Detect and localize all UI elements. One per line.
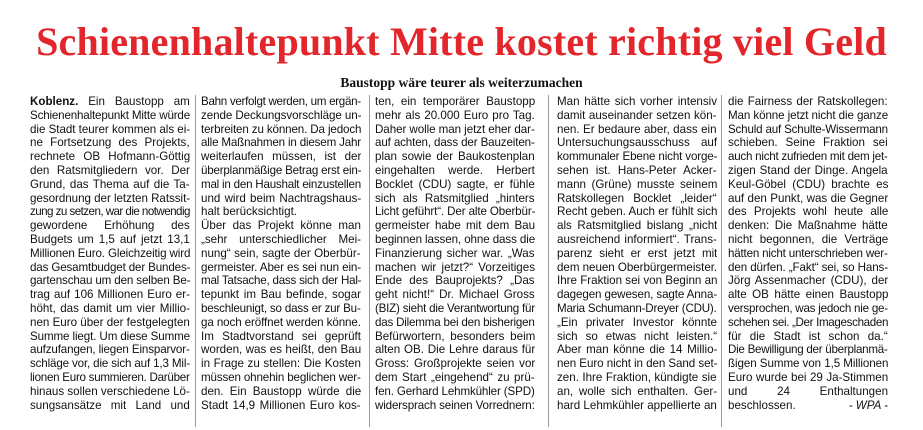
text-column-5 xyxy=(728,95,888,427)
text-line-content: das Gesamtbudget der Bundes- xyxy=(30,260,190,274)
text-line xyxy=(201,109,361,123)
text-line xyxy=(30,95,190,109)
text-line xyxy=(201,192,361,206)
text-line-content: Die Bewilligung der überplanmä- xyxy=(728,343,888,357)
text-line-content: Maria Schumann-Dreyer (CDU). xyxy=(557,301,717,315)
text-line-content: höht, das damit um vier Millio- xyxy=(30,301,190,315)
text-line-content: nen. Er bedaure aber, dass ein xyxy=(557,122,717,136)
text-line-content: Man könne jetzt nicht die ganze xyxy=(728,108,888,122)
text-line-content: Befürwortern, besonders beim xyxy=(375,329,535,343)
text-line-content: kommunaler Ebene nicht vorge- xyxy=(557,150,717,164)
text-line xyxy=(728,261,888,275)
text-line-content: gesordnung der letzten Ratssit- xyxy=(30,191,190,205)
text-line xyxy=(375,123,535,137)
text-line xyxy=(30,136,190,150)
text-line xyxy=(728,247,888,261)
text-line-content: Man hätte sich vorher intensiv xyxy=(557,95,717,108)
text-line xyxy=(557,164,717,178)
text-line xyxy=(557,233,717,247)
text-line-content: rechnete OB Hofmann-Göttig xyxy=(30,150,190,164)
text-line xyxy=(728,343,888,357)
text-line-content: auf achten, dass der Bauzeiten- xyxy=(375,136,535,150)
text-line-content: Bahn verfolgt werden, um ergän- xyxy=(201,95,361,108)
column-divider xyxy=(548,95,549,427)
text-line-content: alle Maßnahmen in diesem Jahr xyxy=(201,136,361,150)
text-line-content: den Ratsmitgliedern vor. Der xyxy=(30,163,190,177)
text-line xyxy=(375,233,535,247)
text-line-content: für die Stadt ist schon da.“ xyxy=(728,329,888,343)
text-line xyxy=(201,288,361,302)
text-line xyxy=(375,357,535,371)
text-line xyxy=(201,164,361,178)
text-line xyxy=(557,95,717,109)
text-line-content: trag auf 106 Millionen Euro er- xyxy=(30,288,190,302)
text-line-content: Untersuchungsausschuss auf xyxy=(557,136,717,150)
text-line xyxy=(201,385,361,399)
text-line-content: Daher wolle man jetzt eher dar- xyxy=(375,122,535,136)
text-line xyxy=(30,371,190,385)
text-line-content: Stadt 14,9 Millionen Euro kos- xyxy=(201,398,361,412)
text-line-content: beschleunigt, so dass er zur Bu- xyxy=(201,301,361,315)
text-line-content: die Fairness der Ratskollegen: xyxy=(728,95,888,108)
text-line xyxy=(30,109,190,123)
text-line xyxy=(30,399,190,413)
text-line-content: mann (Grüne) musste seinem xyxy=(557,177,717,191)
subheadline: Baustopp wäre teurer als weiterzumachen xyxy=(340,75,583,90)
text-line xyxy=(30,385,190,399)
text-line-content: ne Fortsetzung des Projekts, xyxy=(30,136,190,150)
text-line-content: Ein Baustopp am xyxy=(78,95,190,108)
text-line xyxy=(557,247,717,261)
text-line-content: damit auseinander setzen kön- xyxy=(557,108,717,122)
text-line xyxy=(201,123,361,137)
text-line xyxy=(557,205,717,219)
text-line xyxy=(728,233,888,247)
text-line-content: eingehalten werde. Herbert xyxy=(375,163,535,177)
text-line xyxy=(30,357,190,371)
text-line xyxy=(728,288,888,302)
text-line xyxy=(557,274,717,288)
text-line-content: Ende des Bauprojekts? „Das xyxy=(375,274,535,288)
text-column-2 xyxy=(201,95,361,427)
text-line xyxy=(201,150,361,164)
text-line-content: terbreiten zu können. Da jedoch xyxy=(201,122,361,136)
column-divider xyxy=(195,95,196,427)
text-line xyxy=(557,357,717,371)
text-line xyxy=(728,136,888,150)
text-line-content: Schienenhaltepunkt Mitte würde xyxy=(30,108,190,122)
text-line-content: Jörg Assenmacher (CDU), der xyxy=(728,274,888,288)
text-line-content: Keul-Göbel (CDU) brachte es xyxy=(728,177,888,191)
text-line xyxy=(375,247,535,261)
text-line xyxy=(201,95,361,109)
text-line-content: zung zu setzen, war die notwendig xyxy=(30,205,190,219)
text-line-content: worden, was es heißt, den Bau xyxy=(201,343,361,357)
text-line xyxy=(557,316,717,330)
text-line xyxy=(375,150,535,164)
text-line-content: aufzufangen, liegen Einsparvor- xyxy=(30,343,190,357)
text-line-content: Summe liegt. Um diese Summe xyxy=(30,329,190,343)
text-line-content: halt berücksichtigt. xyxy=(201,205,298,219)
text-line-content: schehen sei. „Der Imageschaden xyxy=(728,315,888,329)
text-line xyxy=(728,316,888,330)
text-line xyxy=(375,330,535,344)
text-line xyxy=(375,95,535,109)
text-line xyxy=(30,123,190,137)
text-line xyxy=(557,343,717,357)
text-line xyxy=(557,261,717,275)
text-line-content: dem Start „eingehend“ zu prü- xyxy=(375,370,535,384)
text-line-content: den dürfen. „Fakt“ sei, so Hans- xyxy=(728,260,888,274)
text-line xyxy=(201,302,361,316)
text-line-content: Ratskollegen Bocklet „leider“ xyxy=(557,191,717,205)
text-line-content: des Projekts wohl heute alle xyxy=(728,205,888,219)
text-line-content: die Stadt teurer kommen als ei- xyxy=(30,122,190,136)
text-line xyxy=(557,385,717,399)
text-line-content: und 24 Enthaltungen xyxy=(728,384,888,398)
text-line xyxy=(557,192,717,206)
text-line xyxy=(375,219,535,233)
text-line-content: gewordene Erhöhung des xyxy=(30,219,190,233)
text-line xyxy=(375,109,535,123)
text-line xyxy=(728,357,888,371)
text-line-content: ten, ein temporärer Baustopp xyxy=(375,95,535,108)
text-line xyxy=(375,192,535,206)
text-line xyxy=(557,330,717,344)
text-line xyxy=(375,399,535,413)
text-line xyxy=(375,205,535,219)
text-line xyxy=(375,302,535,316)
text-line-content: plan sowie der Baukostenplan xyxy=(375,150,535,164)
text-line xyxy=(728,123,888,137)
text-line-content: auch nicht zufrieden mit dem jet- xyxy=(728,150,888,164)
text-line xyxy=(375,316,535,330)
text-line-content: nen Euro über der festgelegten xyxy=(30,315,190,329)
text-line xyxy=(30,261,190,275)
text-line-content: als Ratsmitglied bislang „nicht xyxy=(557,219,717,233)
text-line xyxy=(30,164,190,178)
text-line xyxy=(728,192,888,206)
text-line xyxy=(557,219,717,233)
text-line xyxy=(728,302,888,316)
text-line-content: sich so etwas nicht leisten.“ xyxy=(557,329,717,343)
text-line xyxy=(375,274,535,288)
text-line-content: zen. Ihre Fraktion, kündigte sie xyxy=(557,370,717,384)
text-line xyxy=(30,192,190,206)
text-line xyxy=(728,150,888,164)
column-divider xyxy=(721,95,722,427)
text-line-content: (BIZ) sieht die Verantwortung für xyxy=(375,301,535,315)
text-line xyxy=(30,288,190,302)
text-line-content: Budgets um 1,5 auf jetzt 13,1 xyxy=(30,232,190,246)
text-line-content: das Dilemma bei den bisherigen xyxy=(375,315,535,329)
text-line-content: alten OB. Die Lehre daraus für xyxy=(375,343,535,357)
text-line xyxy=(201,136,361,150)
text-line xyxy=(728,164,888,178)
text-line-content: Recht geben. Auch er fühlt sich xyxy=(557,205,717,219)
text-line-content: Im Stadtvorstand sei geprüft xyxy=(201,329,361,343)
text-line xyxy=(557,178,717,192)
text-line xyxy=(728,95,888,109)
text-line-content: an, wolle sich enthalten. Ger- xyxy=(557,384,717,398)
text-line xyxy=(201,399,361,413)
text-line xyxy=(30,247,190,261)
text-line-content: ausreichend informiert“. Trans- xyxy=(557,232,717,246)
text-line-content: widersprach seinen Vorrednern: xyxy=(375,398,535,412)
text-line-content: mehr als 20.000 Euro pro Tag. xyxy=(375,108,535,122)
text-line xyxy=(201,316,361,330)
text-line-content: zende Deckungsvorschläge un- xyxy=(201,108,361,122)
text-line xyxy=(201,233,361,247)
text-line xyxy=(728,385,888,399)
text-line xyxy=(201,274,361,288)
text-line-content: nicht begonnen, die Verträge xyxy=(728,232,888,246)
text-line xyxy=(728,371,888,385)
text-line-content: Ihre Fraktion sei von Beginn an xyxy=(557,274,717,288)
text-line-content: „Ein privater Investor könnte xyxy=(557,315,717,329)
text-line-content: ßigen Summe von 1,5 Millionen xyxy=(728,357,888,371)
text-line-content: auf den Punkt, was die Gegner xyxy=(728,191,888,205)
text-line-content: fen. Gerhard Lehmkühler (SPD) xyxy=(375,384,535,398)
text-line xyxy=(201,343,361,357)
text-line-content: machen wir jetzt?“ Vorzeitiges xyxy=(375,260,535,274)
text-line xyxy=(375,371,535,385)
text-line xyxy=(375,136,535,150)
text-line-content: hätten nicht unterschrieben wer- xyxy=(728,246,888,260)
text-line xyxy=(557,123,717,137)
text-line-content: „sehr unterschiedlicher Mei- xyxy=(201,232,361,246)
text-line xyxy=(557,109,717,123)
text-line xyxy=(375,385,535,399)
text-line xyxy=(557,136,717,150)
text-line xyxy=(375,288,535,302)
text-line-content: germeister. Aber es sei nun ein- xyxy=(201,260,361,274)
text-line xyxy=(375,343,535,357)
text-line-content: Grund, das Thema auf die Ta- xyxy=(30,177,190,191)
text-line xyxy=(30,219,190,233)
text-line xyxy=(201,178,361,192)
text-column-3 xyxy=(375,95,535,427)
text-line-content: Über das Projekt könne man xyxy=(201,219,361,233)
text-line xyxy=(201,247,361,261)
text-line-content: in Frage zu stellen: Die Kosten xyxy=(201,357,361,371)
text-line-content: Schuld auf Schulte-Wissermann xyxy=(728,122,888,136)
text-line-content: nung“ sein, sagte der Oberbür- xyxy=(201,246,361,260)
text-line xyxy=(30,316,190,330)
text-line-content: sehen ist. Hans-Peter Acker- xyxy=(557,163,717,177)
text-line-content: hard Lehmkühler appellierte an xyxy=(557,398,717,412)
text-line xyxy=(728,109,888,123)
text-line xyxy=(201,371,361,385)
text-line xyxy=(557,150,717,164)
text-column-4 xyxy=(557,95,717,427)
text-line-content: mal Tatsache, dass sich der Hal- xyxy=(201,274,361,288)
text-line-content: müssen ohnehin beglichen wer- xyxy=(201,370,361,384)
text-line xyxy=(728,274,888,288)
headline: Schienenhaltepunkt Mitte kostet richtig viel Geld xyxy=(36,19,887,64)
text-line-content: beginnen lassen, ohne dass die xyxy=(375,232,535,246)
text-line xyxy=(557,399,717,413)
text-line xyxy=(728,219,888,233)
text-line-content: Gross: Großprojekte seien vor xyxy=(375,357,535,371)
text-line xyxy=(30,302,190,316)
text-line-content: ga noch eröffnet werden könne. xyxy=(201,315,361,329)
text-line-content: Finanzierung sicher war. „Was xyxy=(375,246,535,260)
text-line xyxy=(728,330,888,344)
text-line-content: sich als Ratsmitglied „hinters xyxy=(375,191,535,205)
text-line xyxy=(557,288,717,302)
text-line xyxy=(201,357,361,371)
text-line-content: überplanmäßige Betrag erst ein- xyxy=(201,163,361,177)
text-line-content: hinaus sollen verschiedene Lö- xyxy=(30,384,190,398)
text-line xyxy=(375,178,535,192)
text-line-content: mal in den Haushalt einzustellen xyxy=(201,177,361,191)
text-line xyxy=(557,302,717,316)
text-line-content: Licht geführt“. Der alte Oberbür- xyxy=(375,205,535,219)
text-line-content: parenz sieht er erst jetzt mit xyxy=(557,246,717,260)
text-line-content: germeister habe mit dem Bau xyxy=(375,219,535,233)
dateline: Koblenz. xyxy=(30,95,79,108)
text-line xyxy=(30,274,190,288)
text-line xyxy=(201,330,361,344)
text-line-content: denken: Die Maßnahme hätte xyxy=(728,219,888,233)
text-line-content: nen Euro nicht in den Sand set- xyxy=(557,357,717,371)
text-line xyxy=(30,178,190,192)
article-body xyxy=(30,95,898,427)
text-line xyxy=(728,178,888,192)
text-line-content: und wird beim Nachtragshaus- xyxy=(201,191,361,205)
text-line xyxy=(375,261,535,275)
text-line xyxy=(201,219,361,233)
text-line-content: Bocklet (CDU) sagte, er fühle xyxy=(375,177,535,191)
text-line xyxy=(728,205,888,219)
text-line xyxy=(30,330,190,344)
text-line-content: alte OB hätte einen Baustopp xyxy=(728,288,888,302)
text-line-content: tepunkt im Bau befinde, sogar xyxy=(201,288,361,302)
author-signature: - WPA - xyxy=(848,398,888,412)
text-line xyxy=(30,150,190,164)
text-line-content: dem neuen Oberbürgermeister. xyxy=(557,260,717,274)
text-column-1 xyxy=(30,95,190,427)
text-line-content: schläge vor, die sich auf 1,3 Mil- xyxy=(30,357,190,371)
text-line-content: Euro wurde bei 29 Ja-Stimmen xyxy=(728,370,888,384)
column-divider xyxy=(369,95,370,427)
text-line-content: Millionen Euro. Gleichzeitig wird xyxy=(30,246,190,260)
text-line xyxy=(30,205,190,219)
text-line-content: versprochen, was jedoch nie ge- xyxy=(728,301,888,315)
text-line xyxy=(201,205,361,219)
text-line-content: beschlossen. xyxy=(728,398,796,412)
text-line-content: Aber man könne die 14 Millio- xyxy=(557,343,717,357)
text-line-content: geht nicht!“ Dr. Michael Gross xyxy=(375,288,535,302)
text-line xyxy=(557,371,717,385)
text-line xyxy=(30,343,190,357)
text-line-content: den. Ein Baustopp würde die xyxy=(201,384,361,398)
text-line xyxy=(201,261,361,275)
text-line-content: gartenschau um den selben Be- xyxy=(30,274,190,288)
text-line-content: weiterlaufen müssen, ist der xyxy=(201,150,361,164)
text-line-content: schieben. Seine Fraktion sei xyxy=(728,136,888,150)
text-line xyxy=(30,233,190,247)
text-line-content: zigen Stand der Dinge. Angela xyxy=(728,163,888,177)
text-line-content: sungsansätze mit Land und xyxy=(30,398,190,412)
text-line xyxy=(728,399,888,413)
text-line-content: lionen Euro summieren. Darüber xyxy=(30,370,190,384)
text-line xyxy=(375,164,535,178)
text-line-content: dagegen gewesen, sagte Anna- xyxy=(557,288,717,302)
